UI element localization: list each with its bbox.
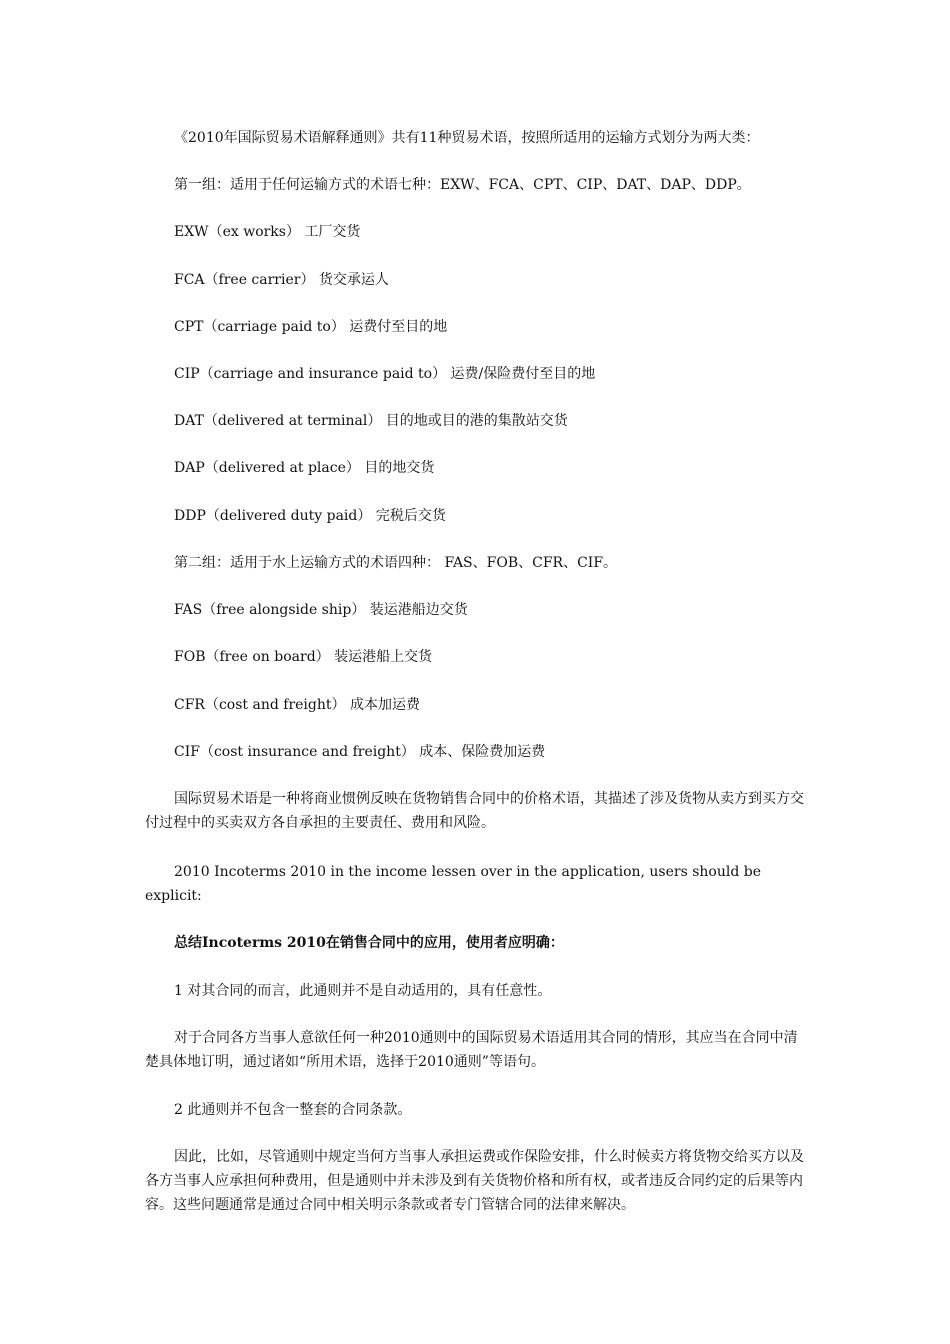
intro-paragraph: 《2010年国际贸易术语解释通则》共有11种贸易术语，按照所适用的运输方式划分为两大类： xyxy=(174,130,760,146)
term-exw: EXW（ex works） 工厂交货 xyxy=(174,224,361,240)
group1-heading: 第一组：适用于任何运输方式的术语七种：EXW、FCA、CPT、CIP、DAT、DAP、DDP。 xyxy=(174,177,751,193)
term-cip: CIP（carriage and insurance paid to） 运费/保险费付至目的地 xyxy=(174,366,596,382)
point1-title: 1 对其合同的而言，此通则并不是自动适用的，具有任意性。 xyxy=(174,983,552,999)
point1-body: 对于合同各方当事人意欲任何一种2010通则中的国际贸易术语适用其合同的情形，其应当在合同中清楚具体地订明，通过诸如“所用术语，选择于2010通则”等语句。 xyxy=(145,1030,798,1070)
point2-title: 2 此通则并不包含一整套的合同条款。 xyxy=(174,1102,412,1118)
term-ddp: DDP（delivered duty paid） 完税后交货 xyxy=(174,508,446,524)
term-fca: FCA（free carrier） 货交承运人 xyxy=(174,272,389,288)
point2-body: 因此，比如，尽管通则中规定当何方当事人承担运费或作保险安排，什么时候卖方将货物交给买方以及各方当事人应承担何种费用，但是通则中并未涉及到有关货物价格和所有权，或者违反合同约定的后果等内容。这些问题通常是通过合同中相关明示条款或者专门管辖合同的法律来解决。 xyxy=(145,1149,804,1213)
term-dap: DAP（delivered at place） 目的地交货 xyxy=(174,460,435,476)
term-cfr: CFR（cost and freight） 成本加运费 xyxy=(174,697,420,713)
term-dat: DAT（delivered at terminal） 目的地或目的港的集散站交货 xyxy=(174,413,568,429)
term-fob: FOB（free on board） 装运港船上交货 xyxy=(174,649,433,665)
term-fas: FAS（free alongside ship） 装运港船边交货 xyxy=(174,602,468,618)
definition-paragraph: 国际贸易术语是一种将商业惯例反映在货物销售合同中的价格术语，其描述了涉及货物从卖方到买方交付过程中的买卖双方各自承担的主要责任、费用和风险。 xyxy=(145,791,804,831)
term-cif: CIF（cost insurance and freight） 成本、保险费加运费 xyxy=(174,744,546,760)
summary-heading: 总结Incoterms 2010在销售合同中的应用，使用者应明确： xyxy=(174,935,564,951)
term-cpt: CPT（carriage paid to） 运费付至目的地 xyxy=(174,319,448,335)
group2-heading: 第二组：适用于水上运输方式的术语四种： FAS、FOB、CFR、CIF。 xyxy=(174,555,618,571)
english-summary-paragraph: 2010 Incoterms 2010 in the income lessen over in the application, users should be explicit: xyxy=(145,864,762,904)
